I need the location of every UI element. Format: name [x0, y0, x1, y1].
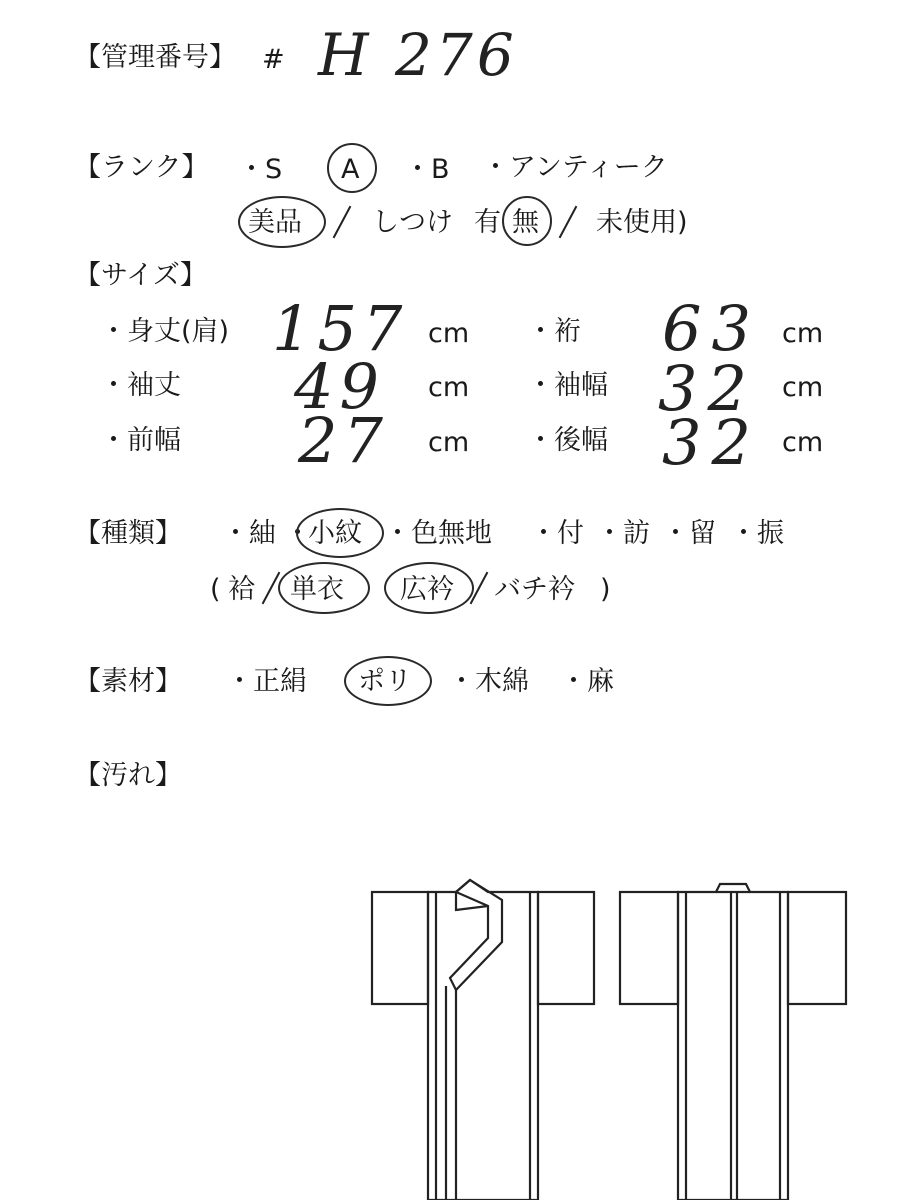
rank-shitsuke: しつけ [372, 207, 453, 238]
slash-mark [333, 206, 352, 239]
size-value-sodetake: 49 [294, 350, 385, 423]
rank-option-b: ・B [404, 154, 450, 185]
type-furi: ・振 [730, 518, 784, 549]
size-unit: cm [782, 318, 824, 349]
bihin-circle-mark [238, 196, 326, 248]
hiroeri-circle-mark [384, 562, 474, 614]
size-value-mitake: 157 [272, 292, 409, 365]
size-label-sodehaba: ・袖幅 [527, 370, 608, 401]
rank-condition-bihin: 美品 [248, 207, 302, 238]
poly-circle-mark [344, 656, 432, 706]
type-komon: 小紋 [308, 518, 362, 549]
front-collar [450, 880, 502, 990]
type-houmon: ・訪 [596, 518, 650, 549]
kimono-front-diagram [360, 870, 610, 1200]
mgmt-hash: # [262, 44, 285, 75]
kimono-back-diagram [612, 870, 862, 1200]
stain-label: 【汚れ】 [74, 760, 182, 791]
size-value-yuki: 63 [662, 292, 761, 365]
type-dot: ・ [284, 518, 311, 549]
front-overlap-panel [446, 986, 456, 1200]
size-unit: cm [782, 427, 824, 458]
back-body-outline [678, 884, 788, 1200]
size-label-mitake: ・身丈(肩) [100, 316, 230, 347]
size-unit: cm [428, 318, 470, 349]
size-unit: cm [428, 427, 470, 458]
mgmt-label: 【管理番号】 [74, 42, 236, 73]
type-tome: ・留 [662, 518, 716, 549]
front-body-outline [428, 880, 538, 1200]
material-label: 【素材】 [74, 666, 182, 697]
type-hitoe: 単衣 [290, 574, 344, 605]
type-hiroeri: 広衿 [400, 574, 454, 605]
type-tsuke: ・付 [530, 518, 584, 549]
type-awase: 袷 [228, 574, 255, 605]
size-label-yuki: ・裄 [527, 316, 581, 347]
back-right-sleeve [788, 892, 846, 1004]
type-paren-close: ) [600, 574, 611, 605]
back-left-sleeve [620, 892, 678, 1004]
size-value-sodehaba: 32 [658, 352, 757, 425]
type-bachieri: バチ衿 [494, 574, 575, 605]
size-label-maehaba: ・前幅 [100, 425, 181, 456]
material-cotton: ・木綿 [448, 666, 529, 697]
type-label: 【種類】 [74, 518, 182, 549]
front-left-sleeve [372, 892, 428, 1004]
size-label-sodetake: ・袖丈 [100, 370, 181, 401]
rank-option-antique: ・アンティーク [482, 152, 668, 183]
rank-ari: 有 [474, 207, 501, 238]
material-hemp: ・麻 [560, 666, 614, 697]
material-shoken: ・正絹 [226, 666, 307, 697]
mgmt-number-handwritten: H 276 [318, 21, 518, 89]
hitoe-circle-mark [278, 562, 370, 614]
rank-unused: 未使用) [596, 207, 688, 238]
rank-option-a: A [341, 154, 360, 185]
komon-circle-mark [296, 508, 384, 558]
slash-mark [559, 206, 578, 239]
nashi-circle-mark [502, 196, 552, 246]
front-right-sleeve [538, 892, 594, 1004]
size-value-ushirohaba: 32 [662, 406, 761, 479]
rank-option-s: ・S [238, 154, 283, 185]
size-label: 【サイズ】 [74, 260, 207, 291]
size-label-ushirohaba: ・後幅 [527, 425, 608, 456]
rank-label: 【ランク】 [74, 152, 209, 183]
size-unit: cm [428, 372, 470, 403]
type-iromuji: ・色無地 [384, 518, 492, 549]
size-unit: cm [782, 372, 824, 403]
rank-nashi: 無 [512, 207, 539, 238]
material-poly: ポリ [358, 666, 412, 697]
size-value-maehaba: 27 [298, 404, 389, 477]
rank-a-circle-mark [327, 143, 377, 193]
type-tsumugi: ・紬 [222, 518, 276, 549]
type-paren-open: ( [210, 574, 221, 605]
